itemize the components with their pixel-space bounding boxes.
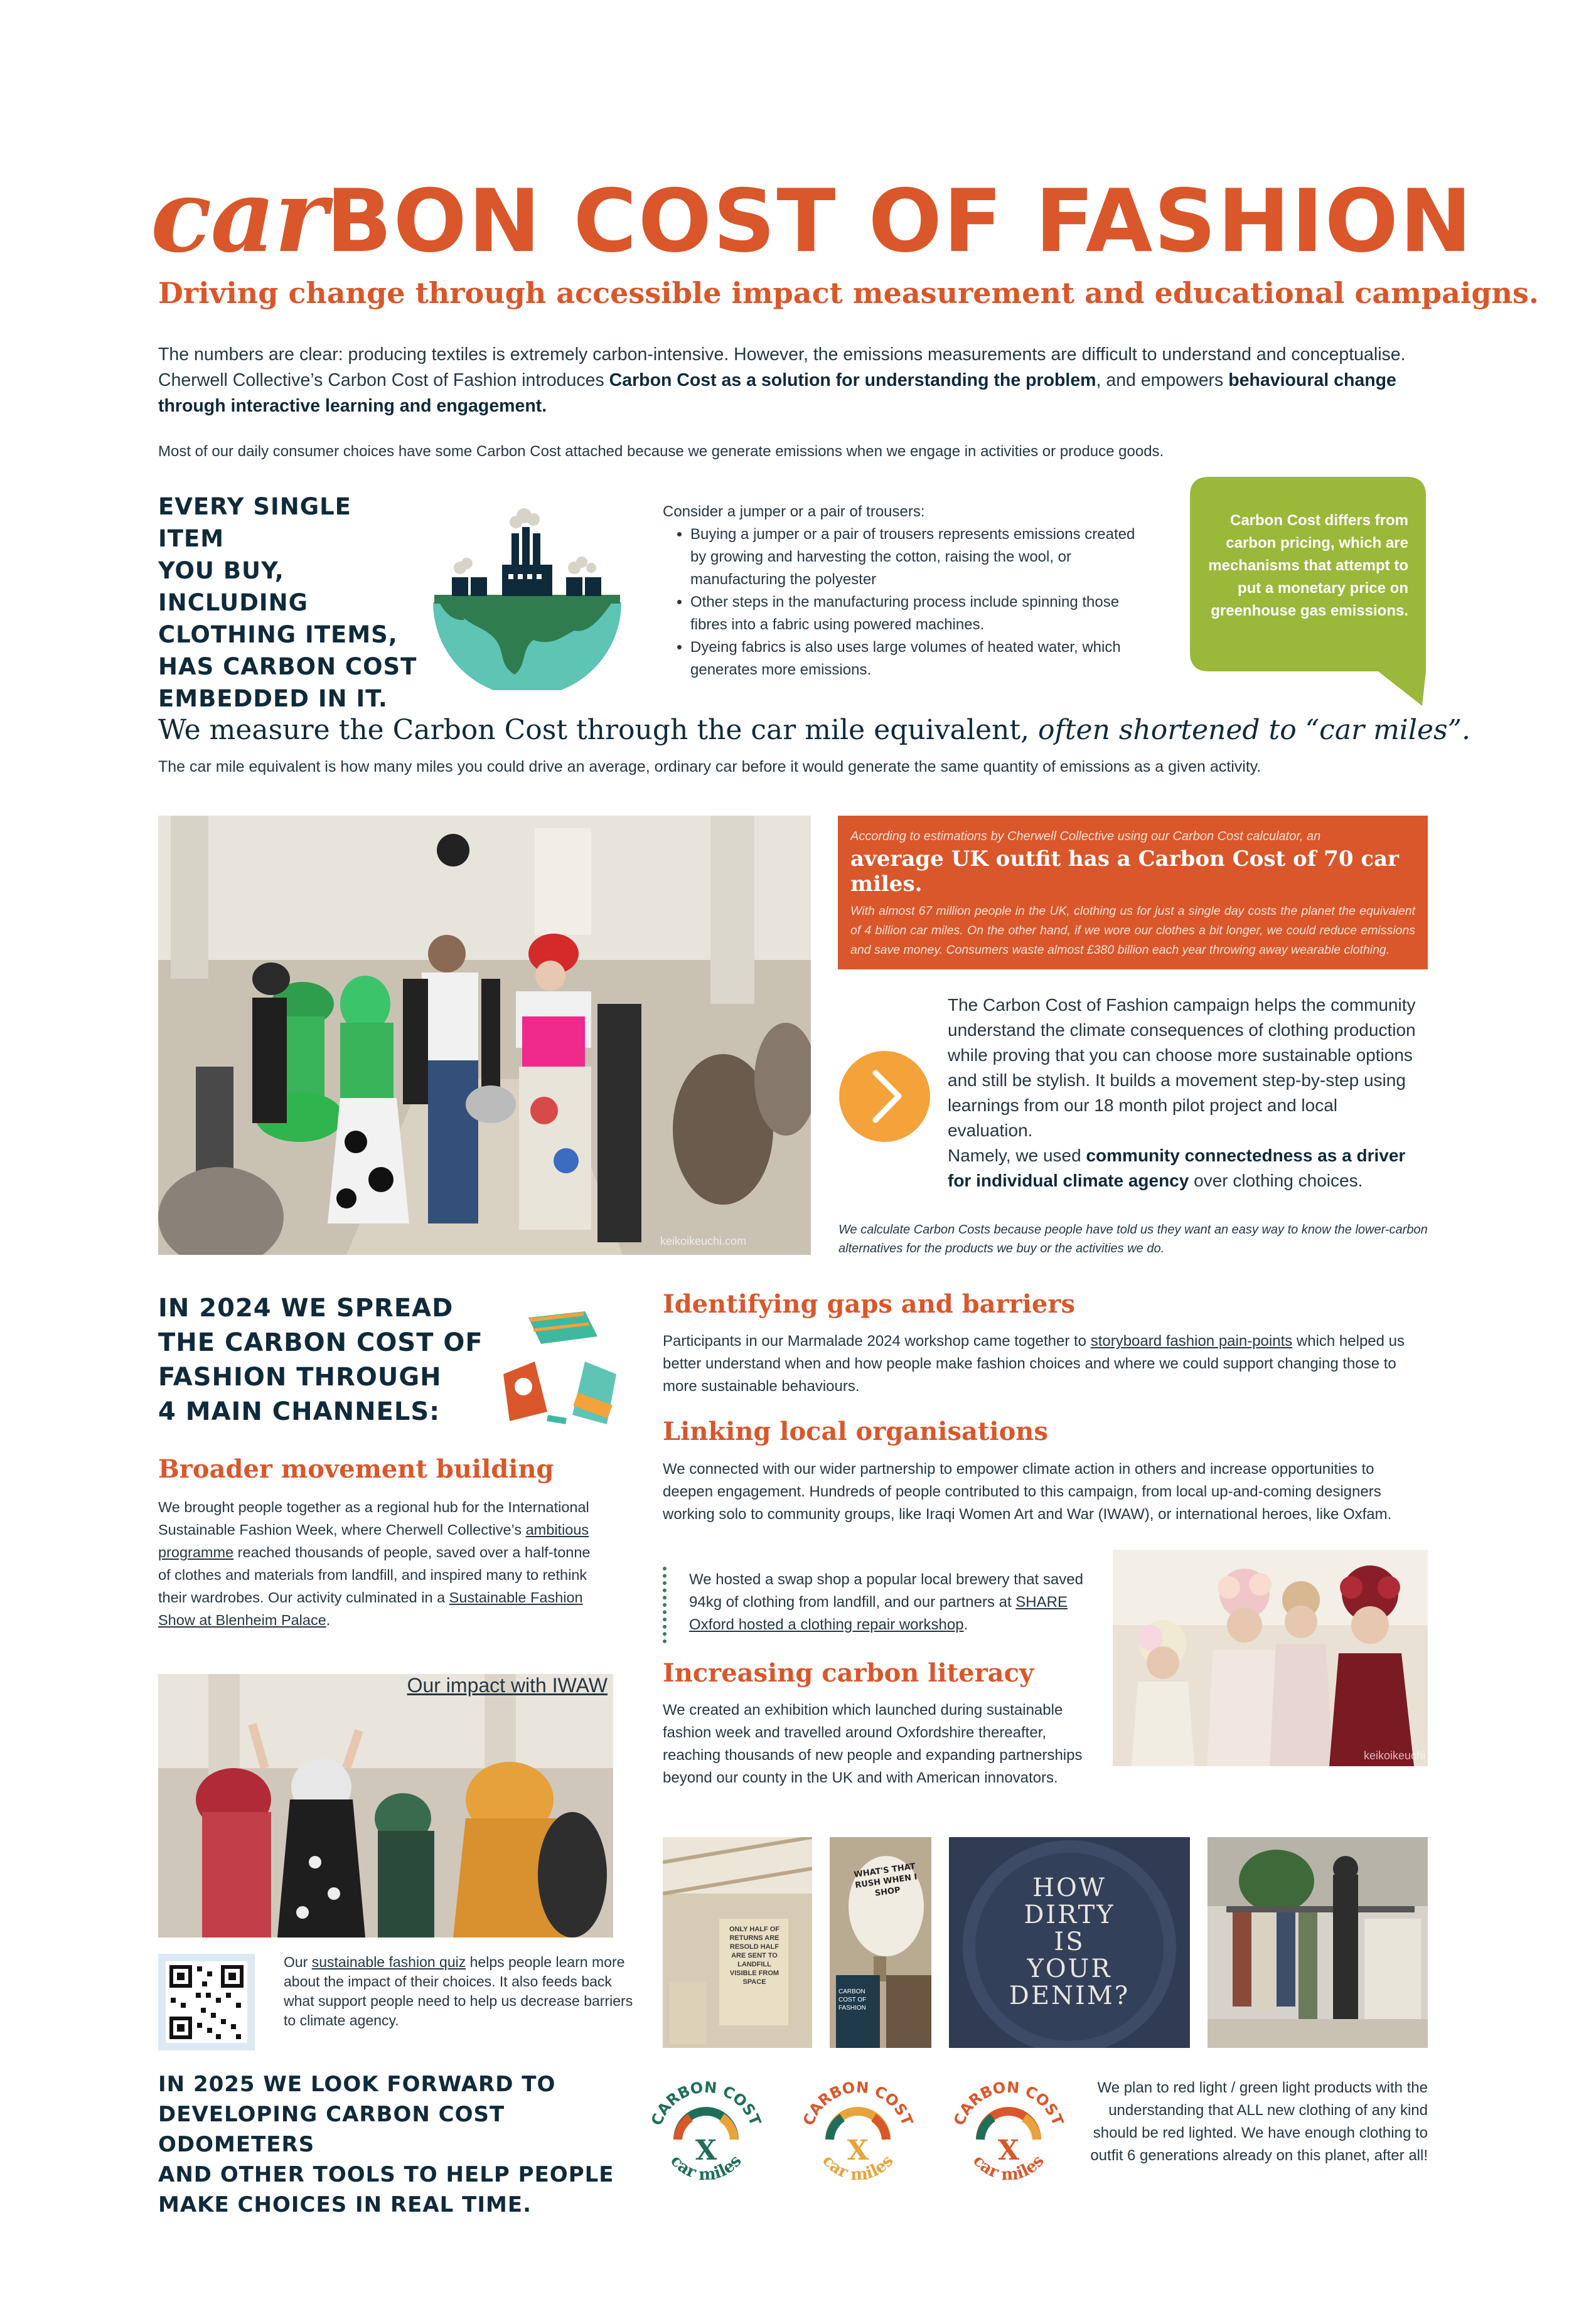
- every-line: INCLUDING: [158, 589, 309, 616]
- svg-text:CARBON COST: CARBON COST: [950, 2078, 1067, 2128]
- jumper-bullets: [690, 523, 1140, 681]
- every-line: YOU BUY,: [158, 557, 284, 584]
- look-line: MAKE CHOICES IN REAL TIME.: [158, 2192, 532, 2217]
- spread-line: FASHION THROUGH: [158, 1363, 442, 1392]
- jumper-explainer: [663, 501, 1140, 681]
- denim-line: HOW: [1032, 1874, 1106, 1902]
- jumper-bullet: • Other steps in the manufacturing process include spinning those fibres into a fabric using powered machines.: [690, 591, 1140, 636]
- look-line: AND OTHER TOOLS TO HELP PEOPLE: [158, 2162, 614, 2187]
- swap-t1: We hosted a swap shop a popular local brewery that saved 94kg of clothing from landfill, and our partners at: [689, 1571, 1083, 1611]
- campaign-namely: [948, 1143, 1425, 1193]
- gaps-heading: Identifying gaps and barriers: [663, 1289, 1075, 1319]
- intro-paragraph: [158, 342, 1420, 419]
- denim-line: IS: [1054, 1927, 1085, 1956]
- quote-bar: [663, 1567, 667, 1643]
- look-line: IN 2025 WE LOOK FORWARD TO: [158, 2072, 556, 2097]
- denim-sign-text: [949, 1875, 1190, 2010]
- denim-line: DENIM?: [1009, 1981, 1130, 2010]
- linking-text: We connected with our wider partnership to empower climate action in others and increase opportunities to deepen engagement. Hundreds of people contributed to this campaign, from local up-and-coming designers working solo to community groups, like Iraqi Women Art and War (IWAW), or international heroes, like Oxfam.: [663, 1461, 1392, 1523]
- svg-text:CARBON COST: CARBON COST: [648, 2078, 764, 2128]
- jumper-bullet: • Dyeing fabrics is also uses large volumes of heated water, which generates more emissions.: [690, 636, 1140, 681]
- campaign-namely-a: Namely, we used: [948, 1146, 1086, 1165]
- campaign-namely-c: over clothing choices.: [1189, 1171, 1363, 1190]
- clothing-rail-photo: [1208, 1837, 1428, 2048]
- red-green-light-plan: We plan to red light / green light products with the understanding that ALL new clothing of any kind should be red lighted. We have enough clothing to outfit 6 generations already on this planet, after all!: [1090, 2079, 1428, 2164]
- fashion-show-link[interactable]: Sustainable Fashion Show at Blenheim Palace: [158, 1589, 583, 1628]
- outfit-stat-box: [838, 816, 1428, 969]
- title-car: car: [151, 157, 326, 275]
- exhibition-photo-1: [663, 1837, 812, 2048]
- svg-text:X: X: [997, 2135, 1020, 2167]
- exhibition-poster: CARBON COST OF FASHION: [838, 1988, 867, 2012]
- gaps-t2: which helped us better understand when and how people make fashion choices and where we could support changing those to more sustainable behaviours.: [663, 1333, 1405, 1395]
- broader-t1: We brought people together as a regional hub for the International Sustainable Fashion Week, where Cherwell Collective’s: [158, 1499, 589, 1538]
- factory-globe-illustration: [427, 489, 628, 690]
- broader-t3: .: [326, 1612, 331, 1628]
- chevron-right-icon: [839, 1051, 930, 1142]
- car-mile-heading-a: We measure the Carbon Cost through the car mile equivalent,: [158, 714, 1039, 746]
- broader-heading: Broader movement building: [158, 1454, 554, 1484]
- every-line: CLOTHING ITEMS,: [158, 621, 398, 648]
- outfit-stat-detail: With almost 67 million people in the UK, clothing us for just a single day costs the planet the equivalent of 4 billion car miles. On the other hand, if we wore our clothes a bit longer, we could reduce emissions and save money. Consumers waste almost £380 billion each year throwing away wearable clothing.: [850, 904, 1415, 957]
- every-line: EVERY SINGLE ITEM: [158, 493, 351, 552]
- exhibition-photo-2: [830, 1837, 931, 2048]
- gaps-t1: Participants in our Marmalade 2024 workshop came together to: [663, 1333, 1091, 1350]
- car-mile-heading: [158, 714, 1471, 746]
- campaign-description: [948, 993, 1425, 1193]
- subtitle: Driving change through accessible impact measurement and educational campaigns.: [158, 276, 1539, 310]
- svg-text:car miles: car miles: [818, 2151, 897, 2185]
- svg-text:X: X: [847, 2135, 869, 2167]
- svg-text:car miles: car miles: [667, 2151, 746, 2185]
- car-miles-logo-green: [640, 2071, 772, 2209]
- denim-line: YOUR: [1027, 1954, 1112, 1983]
- svg-text:CARBON COST: CARBON COST: [800, 2078, 916, 2128]
- svg-text:car miles: car miles: [969, 2151, 1048, 2185]
- every-line: HAS CARBON COST: [158, 653, 417, 680]
- quiz-t1: Our: [284, 1954, 312, 1970]
- denim-sign-photo: [949, 1837, 1190, 2048]
- literacy-heading: Increasing carbon literacy: [663, 1658, 1034, 1688]
- every-line: EMBEDDED IN IT.: [158, 685, 388, 712]
- spread-line: THE CARBON COST OF: [158, 1328, 483, 1357]
- exhibition-sign-2: WHAT'S THAT RUSH WHEN I SHOP: [853, 1862, 918, 1899]
- fashion-quiz-link[interactable]: sustainable fashion quiz: [311, 1954, 466, 1970]
- daily-choices-text: Most of our daily consumer choices have some Carbon Cost attached because we generate emissions when we engage in activities or produce goods.: [158, 443, 1164, 460]
- exhibition-sign-1: ONLY HALF OF RETURNS ARE RESOLD HALF ARE SENT TO LANDFILL VISIBLE FROM SPACE: [729, 1926, 780, 1986]
- photo-credit: keikoikeuchi.com: [660, 1235, 747, 1247]
- car-miles-logo-amber: [792, 2071, 924, 2209]
- svg-text:X: X: [695, 2135, 717, 2167]
- denim-line: DIRTY: [1024, 1900, 1115, 1929]
- title-rest: BON COST OF FASHION: [326, 171, 1474, 272]
- qr-code[interactable]: [158, 1954, 255, 2050]
- spread-heading: [158, 1291, 485, 1429]
- every-item-heading: [158, 491, 422, 715]
- intro-text-1: The numbers are clear: producing textiles is extremely carbon-intensive. However, the emissions measurements are difficult to understand and conceptualise. Cherwell Collective’s Carbon Cost of Fashion introduces: [158, 344, 1406, 390]
- share-oxford-link[interactable]: SHARE Oxford hosted a clothing repair workshop: [689, 1594, 1068, 1633]
- intro-bold-2: behavioural change through interactive learning and engagement.: [158, 370, 1396, 416]
- intro-text-2: , and empowers: [1096, 370, 1229, 390]
- outfit-stat-intro: According to estimations by Cherwell Collective using our Carbon Cost calculator, an: [850, 829, 1321, 843]
- ambitious-programme-link[interactable]: ambitious programme: [158, 1522, 589, 1560]
- linking-heading: Linking local organisations: [663, 1417, 1048, 1446]
- outfit-stat-headline: average UK outfit has a Carbon Cost of 70 car miles.: [850, 846, 1399, 897]
- look-line: DEVELOPING CARBON COST ODOMETERS: [158, 2102, 505, 2157]
- campaign-text: The Carbon Cost of Fashion campaign helps the community understand the climate consequences of clothing production while proving that you can choose more sustainable options and still be stylish. It builds a movement step-by-step using learnings from our 18 month pilot project and local evaluation.: [948, 995, 1416, 1140]
- swap-t2: .: [963, 1616, 968, 1633]
- quiz-text: [284, 1953, 635, 2030]
- jumper-lead: Consider a jumper or a pair of trousers:: [663, 503, 925, 520]
- broader-text: [158, 1496, 597, 1631]
- look-forward-heading: [158, 2069, 654, 2220]
- literacy-text: We created an exhibition which launched during sustainable fashion week and travelled around Oxfordshire thereafter, reaching thousands of new people and expanding partnerships beyond our county in the UK and with American innovators.: [663, 1702, 1083, 1786]
- recycle-clothing-icon: [491, 1305, 629, 1431]
- intro-bold-1: Carbon Cost as a solution for understanding the problem: [609, 370, 1096, 390]
- storyboard-link[interactable]: storyboard fashion pain-points: [1090, 1333, 1293, 1350]
- speech-bubble-text: Carbon Cost differs from carbon pricing, which are mechanisms that attempt to put a monetary price on greenhouse gas emissions.: [1208, 512, 1408, 619]
- models-photo: [1113, 1550, 1428, 1766]
- quiz-t2: helps people learn more about the impact of their choices. It also feeds back what support people need to help us decrease barriers to climate agency.: [284, 1954, 633, 2028]
- car-miles-logo-orange: [943, 2071, 1074, 2209]
- gaps-text: [663, 1330, 1428, 1398]
- photo-credit: keikoikeuchi: [1364, 1749, 1426, 1762]
- spread-line: 4 MAIN CHANNELS:: [158, 1397, 441, 1426]
- page-title: [151, 157, 1474, 275]
- swap-shop-text: [689, 1569, 1103, 1636]
- iwaw-impact-link[interactable]: Our impact with IWAW: [407, 1674, 608, 1697]
- runway-photo: [158, 816, 811, 1255]
- calculation-note: We calculate Carbon Costs because people have told us they want an easy way to know the lower-carbon alternatives for the products we buy or the activities we do.: [838, 1223, 1428, 1255]
- jumper-bullet: • Buying a jumper or a pair of trousers represents emissions created by growing and harvesting the cotton, raising the wool, or manufacturing the polyester: [690, 523, 1140, 591]
- car-mile-definition: The car mile equivalent is how many miles you could drive an average, ordinary car before it would generate the same quantity of emissions as a given activity.: [158, 758, 1261, 776]
- campaign-namely-bold: community connectedness as a driver for individual climate agency: [948, 1146, 1406, 1190]
- spread-line: IN 2024 WE SPREAD: [158, 1294, 454, 1323]
- car-mile-heading-b: often shortened to “car miles”.: [1038, 714, 1471, 746]
- iwaw-photo: [158, 1674, 613, 1938]
- broader-t2: reached thousands of people, saved over a half-tonne of clothes and materials from landfill, and inspired many to rethink their wardrobes. Our activity culminated in a: [158, 1544, 591, 1606]
